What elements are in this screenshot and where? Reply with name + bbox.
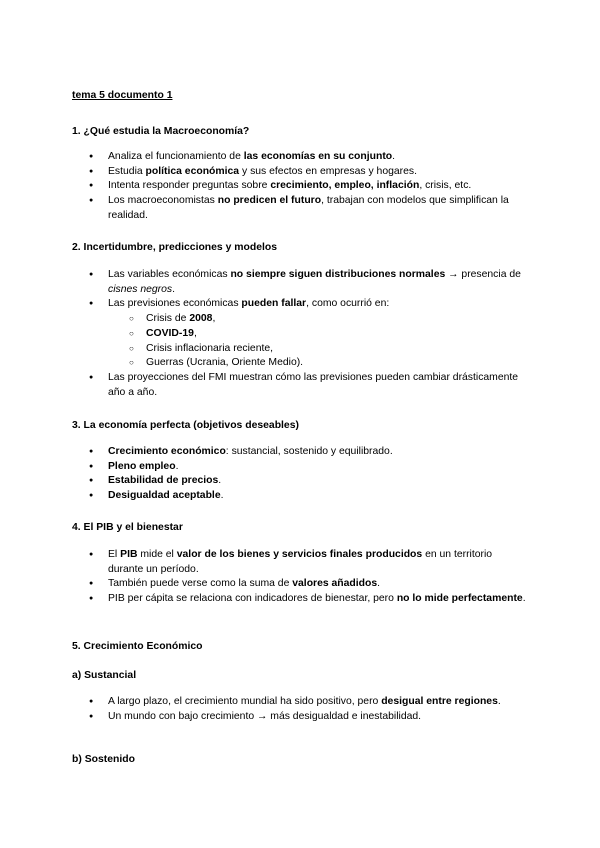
- list-item: ● También puede verse como la suma de valores añadidos.: [0, 577, 528, 592]
- list-item: ● Las proyecciones del FMI muestran cómo las previsiones pueden cambiar drásticamente año a año.: [0, 371, 528, 400]
- list-item: ● El PIB mide el valor de los bienes y servicios finales producidos en un territorio durante un período.: [0, 548, 528, 577]
- document-title: tema 5 documento 1: [72, 90, 173, 101]
- list-item: ● Desigualdad aceptable.: [0, 489, 528, 504]
- list-item: ● Pleno empleo.: [0, 460, 528, 475]
- section-4-heading: 4. El PIB y el bienestar: [72, 522, 183, 533]
- sub-list: [108, 312, 528, 371]
- list-item: ● Los macroeconomistas no predicen el futuro, trabajan con modelos que simplifican la realidad.: [0, 194, 528, 223]
- list-item: ● PIB per cápita se relaciona con indicadores de bienestar, pero no lo mide perfectamente.: [0, 592, 528, 607]
- sub-list-item: ○ Crisis de 2008,: [108, 312, 528, 327]
- list-item: ● Intenta responder preguntas sobre crecimiento, empleo, inflación, crisis, etc.: [0, 179, 528, 194]
- subsection-a-heading: a) Sustancial: [72, 670, 137, 681]
- list-item: ● Las variables económicas no siempre siguen distribuciones normales → presencia de cisnes negros.: [0, 268, 528, 297]
- subsection-a-list: [0, 695, 528, 724]
- subsection-b-heading: b) Sostenido: [72, 754, 135, 765]
- section-5-heading: 5. Crecimiento Económico: [72, 641, 203, 652]
- section-2-list: [0, 268, 528, 400]
- section-1-heading: 1. ¿Qué estudia la Macroeconomía?: [72, 126, 250, 137]
- section-1-list: [0, 150, 528, 224]
- list-item: ● Estudia política económica y sus efectos en empresas y hogares.: [0, 165, 528, 180]
- section-4-list: [0, 548, 528, 607]
- section-3-list: [0, 445, 528, 504]
- list-item: ● Un mundo con bajo crecimiento → más desigualdad e inestabilidad.: [0, 710, 528, 725]
- list-item: ● Crecimiento económico: sustancial, sostenido y equilibrado.: [0, 445, 528, 460]
- list-item: ● A largo plazo, el crecimiento mundial ha sido positivo, pero desigual entre regiones.: [0, 695, 528, 710]
- sub-list-item: ○ Guerras (Ucrania, Oriente Medio).: [108, 356, 528, 371]
- section-3-heading: 3. La economía perfecta (objetivos deseables): [72, 420, 299, 431]
- list-item: ● Estabilidad de precios.: [0, 474, 528, 489]
- list-item: ● Analiza el funcionamiento de las economías en su conjunto.: [0, 150, 528, 165]
- section-2-heading: 2. Incertidumbre, predicciones y modelos: [72, 242, 277, 253]
- sub-list-item: ○ Crisis inflacionaria reciente,: [108, 342, 528, 357]
- list-item: ● Las previsiones económicas pueden fallar, como ocurrió en: ○ Crisis de 2008, ○ COVID-19, ○ Crisis inflacionaria reciente, ○ Guerras (Ucrania, Oriente Medio).: [0, 297, 528, 371]
- sub-list-item: ○ COVID-19,: [108, 327, 528, 342]
